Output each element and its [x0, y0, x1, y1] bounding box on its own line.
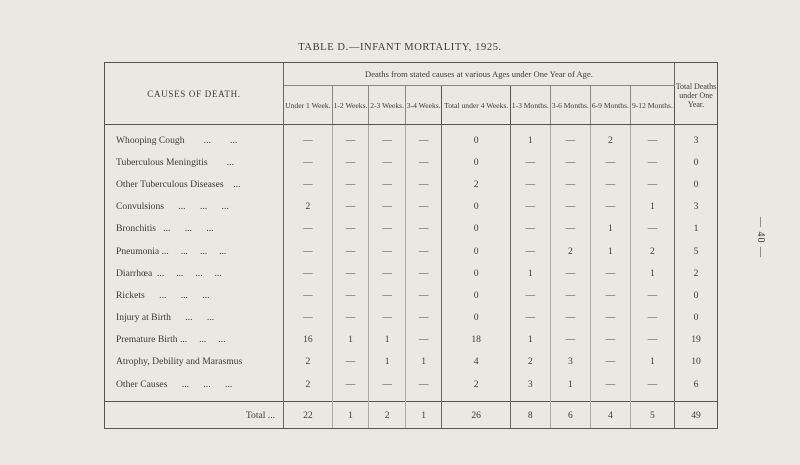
table-cell: — — [590, 351, 630, 373]
table-cell: — — [332, 262, 369, 284]
total-cell: 1 — [405, 402, 442, 429]
table-cell: — — [405, 373, 442, 395]
table-cell: — — [405, 125, 442, 152]
table-cell: 0 — [442, 307, 510, 329]
table-cell: — — [550, 173, 590, 195]
cause-label: Tuberculous Meningitis ... — [105, 151, 284, 173]
table-cell: — — [510, 218, 550, 240]
age-group-header: Deaths from stated causes at various Ages under One Year of Age. — [284, 63, 675, 86]
cause-label: Bronchitis ... ... ... — [105, 218, 284, 240]
row-total-cell: 0 — [675, 173, 718, 195]
infant-mortality-table — [104, 62, 718, 429]
row-total-cell: 0 — [675, 307, 718, 329]
table-cell: — — [332, 196, 369, 218]
table-cell: — — [510, 173, 550, 195]
table-cell: — — [590, 373, 630, 395]
table-cell: 2 — [284, 351, 333, 373]
total-deaths-header: Total Deaths under One Year. — [675, 63, 718, 125]
table-cell: — — [630, 373, 674, 395]
table-cell: — — [369, 196, 406, 218]
total-cell: 4 — [590, 402, 630, 429]
table-cell: 1 — [590, 218, 630, 240]
row-total-cell: 3 — [675, 196, 718, 218]
table-cell: — — [332, 125, 369, 152]
row-total-cell: 5 — [675, 240, 718, 262]
table-cell: — — [332, 307, 369, 329]
table-row — [105, 125, 718, 152]
table-cell: 0 — [442, 196, 510, 218]
table-cell: 1 — [332, 329, 369, 351]
table-cell: — — [369, 284, 406, 306]
table-cell: — — [369, 151, 406, 173]
table-cell: — — [590, 173, 630, 195]
table-cell: — — [332, 351, 369, 373]
cause-label: Convulsions ... ... ... — [105, 196, 284, 218]
table-row — [105, 240, 718, 262]
table-cell: 16 — [284, 329, 333, 351]
table-cell: 3 — [550, 351, 590, 373]
cause-label: Other Causes ... ... ... — [105, 373, 284, 395]
table-cell: — — [510, 240, 550, 262]
table-cell: — — [550, 262, 590, 284]
table-cell: — — [630, 218, 674, 240]
total-cell: 2 — [369, 402, 406, 429]
table-cell: — — [630, 151, 674, 173]
table-cell: — — [284, 151, 333, 173]
table-cell: 1 — [510, 262, 550, 284]
cause-label: Diarrhœa ... ... ... ... — [105, 262, 284, 284]
table-cell: — — [405, 218, 442, 240]
table-cell: 18 — [442, 329, 510, 351]
table-cell: — — [369, 173, 406, 195]
table-cell: — — [405, 262, 442, 284]
col-header-1-3-months: 1-3 Months. — [510, 86, 550, 125]
table-cell: 1 — [510, 329, 550, 351]
table-cell: — — [630, 173, 674, 195]
cause-label: Other Tuberculous Diseases ... — [105, 173, 284, 195]
table-cell: 2 — [590, 125, 630, 152]
table-cell: — — [630, 307, 674, 329]
table-title: TABLE D.—INFANT MORTALITY, 1925. — [298, 42, 502, 53]
table-cell: 1 — [369, 351, 406, 373]
table-cell: — — [510, 307, 550, 329]
table-row — [105, 262, 718, 284]
col-header-2-3-weeks: 2-3 Weeks. — [369, 86, 406, 125]
row-total-cell: 0 — [675, 284, 718, 306]
grand-total-cell: 49 — [675, 402, 718, 429]
table-cell: — — [550, 307, 590, 329]
table-cell: — — [550, 284, 590, 306]
table-cell: — — [284, 262, 333, 284]
col-header-total-under-4-weeks: Total under 4 Weeks. — [442, 86, 510, 125]
total-cell: 26 — [442, 402, 510, 429]
table-cell: — — [590, 196, 630, 218]
row-total-cell: 19 — [675, 329, 718, 351]
total-cell: 22 — [284, 402, 333, 429]
table-cell: — — [284, 284, 333, 306]
table-cell: — — [550, 125, 590, 152]
table-cell: 2 — [284, 373, 333, 395]
table-cell: 1 — [590, 240, 630, 262]
table-cell: — — [550, 196, 590, 218]
table-cell: — — [550, 329, 590, 351]
table-cell: 0 — [442, 218, 510, 240]
table-cell: 0 — [442, 240, 510, 262]
table-cell: — — [284, 125, 333, 152]
table-cell: 2 — [550, 240, 590, 262]
table-cell: — — [630, 329, 674, 351]
total-label: Total ... — [105, 402, 284, 429]
table-cell: 1 — [369, 329, 406, 351]
cause-label: Premature Birth ... ... ... — [105, 329, 284, 351]
table-cell: — — [630, 284, 674, 306]
table-row — [105, 173, 718, 195]
table-cell: — — [405, 240, 442, 262]
table-cell: — — [405, 151, 442, 173]
table-cell: — — [332, 284, 369, 306]
table-cell: — — [332, 218, 369, 240]
col-header-6-9-months: 6-9 Months. — [590, 86, 630, 125]
col-header-3-4-weeks: 3-4 Weeks. — [405, 86, 442, 125]
total-cell: 8 — [510, 402, 550, 429]
table-cell: 2 — [284, 196, 333, 218]
table-row — [105, 329, 718, 351]
table-cell: — — [510, 196, 550, 218]
total-cell: 5 — [630, 402, 674, 429]
table-cell: — — [332, 373, 369, 395]
table-cell: — — [369, 218, 406, 240]
table-cell: 1 — [510, 125, 550, 152]
cause-label: Whooping Cough ... ... — [105, 125, 284, 152]
table-cell: — — [590, 284, 630, 306]
cause-label: Rickets ... ... ... — [105, 284, 284, 306]
table-cell: — — [405, 173, 442, 195]
table-row — [105, 218, 718, 240]
table-cell: 1 — [405, 351, 442, 373]
table-cell: — — [590, 262, 630, 284]
page-number: — 40 — — [755, 217, 766, 258]
total-row — [105, 402, 718, 429]
table-cell: — — [369, 125, 406, 152]
total-cell: 6 — [550, 402, 590, 429]
table-row — [105, 373, 718, 395]
row-total-cell: 6 — [675, 373, 718, 395]
table-cell: 1 — [630, 351, 674, 373]
table-cell: 0 — [442, 151, 510, 173]
table-cell: — — [284, 240, 333, 262]
causes-header: CAUSES OF DEATH. — [105, 63, 284, 125]
table-cell: — — [550, 151, 590, 173]
table-cell: 2 — [630, 240, 674, 262]
table-cell: — — [405, 196, 442, 218]
table-cell: 0 — [442, 262, 510, 284]
table-cell: — — [332, 151, 369, 173]
table-cell: 2 — [442, 173, 510, 195]
table-cell: — — [332, 173, 369, 195]
table-cell: 1 — [550, 373, 590, 395]
table-cell: — — [590, 151, 630, 173]
table-cell: 0 — [442, 125, 510, 152]
table-row — [105, 151, 718, 173]
table-cell: — — [405, 307, 442, 329]
row-total-cell: 3 — [675, 125, 718, 152]
table-cell: — — [510, 284, 550, 306]
table-cell: 0 — [442, 284, 510, 306]
table-row — [105, 284, 718, 306]
table-cell: — — [550, 218, 590, 240]
col-header-3-6-months: 3-6 Months. — [550, 86, 590, 125]
row-total-cell: 10 — [675, 351, 718, 373]
table-cell: — — [369, 307, 406, 329]
table-cell: 1 — [630, 196, 674, 218]
table-cell: 1 — [630, 262, 674, 284]
table-cell: 2 — [510, 351, 550, 373]
row-total-cell: 0 — [675, 151, 718, 173]
table-row — [105, 196, 718, 218]
table-cell: — — [369, 262, 406, 284]
table-cell: — — [510, 151, 550, 173]
table-cell: 3 — [510, 373, 550, 395]
total-cell: 1 — [332, 402, 369, 429]
table-cell: 2 — [442, 373, 510, 395]
table-cell: — — [405, 329, 442, 351]
col-header-9-12-months: 9-12 Months. — [630, 86, 674, 125]
cause-label: Injury at Birth ... ... — [105, 307, 284, 329]
table-cell: — — [369, 240, 406, 262]
table-row — [105, 307, 718, 329]
table-cell: — — [284, 173, 333, 195]
col-header-under-1-week: Under 1 Week. — [284, 86, 333, 125]
table-cell: — — [590, 307, 630, 329]
cause-label: Pneumonia ... ... ... ... — [105, 240, 284, 262]
cause-label: Atrophy, Debility and Marasmus — [105, 351, 284, 373]
table-cell: — — [405, 284, 442, 306]
table-cell: — — [332, 240, 369, 262]
table-cell: — — [284, 218, 333, 240]
table-cell: — — [590, 329, 630, 351]
table-cell: — — [630, 125, 674, 152]
col-header-1-2-weeks: 1-2 Weeks. — [332, 86, 369, 125]
row-total-cell: 2 — [675, 262, 718, 284]
table-cell: 4 — [442, 351, 510, 373]
table-cell: — — [369, 373, 406, 395]
table-row — [105, 351, 718, 373]
row-total-cell: 1 — [675, 218, 718, 240]
table-cell: — — [284, 307, 333, 329]
